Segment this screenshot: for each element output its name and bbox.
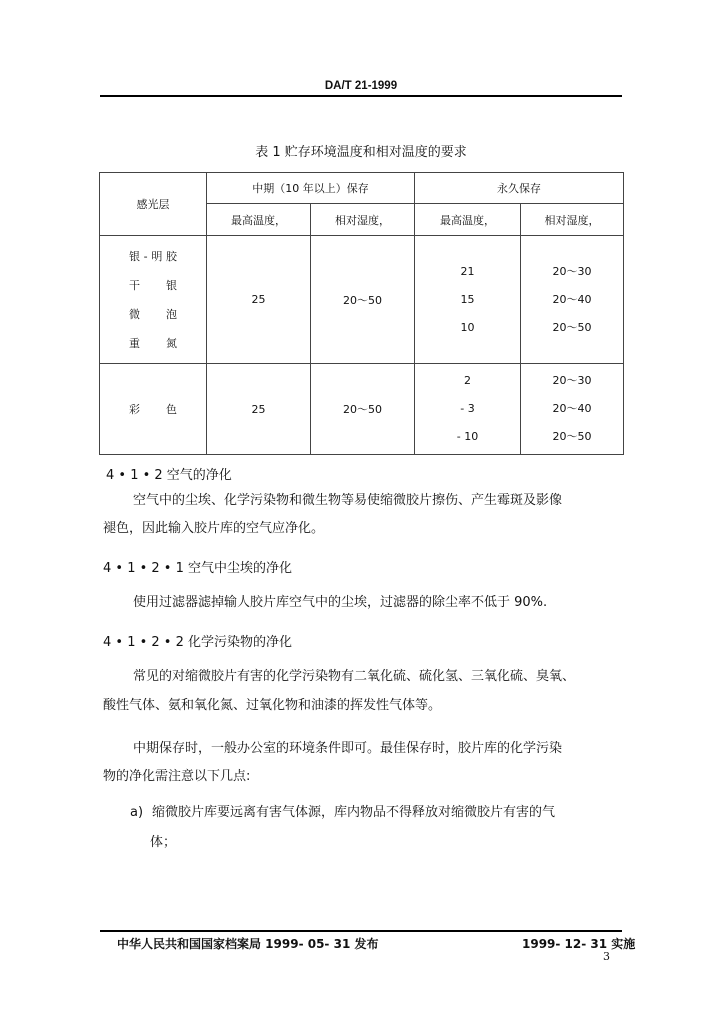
perm-temp-value: - 3 (460, 402, 475, 415)
perm-temp-value: 21 (460, 264, 475, 278)
section-heading-4-1-2-1: 4 • 1 • 2 • 1 空气中尘埃的净化 (103, 561, 293, 576)
perm-temp-value: 2 (464, 374, 471, 387)
header-rule (100, 95, 622, 97)
sub-header-rel-hum: 相对湿度， (521, 204, 624, 236)
col-header-layer: 感光层 (100, 173, 207, 236)
col-group-mid-term: 中期（10 年以上）保存 (207, 173, 415, 204)
perm-hum-value: 20～40 (552, 292, 592, 306)
list-item-text: 缩微胶片库要远离有害气体源，库内物品不得释放对缩微胶片有害的气 (152, 805, 556, 820)
mid-hum-cell: 20～50 (311, 236, 415, 364)
paragraph-line: 褪色，因此输入胶片库的空气应净化。 (103, 521, 325, 536)
section-heading-4-1-2-2: 4 • 1 • 2 • 2 化学污染物的净化 (103, 635, 293, 650)
layer-cell (100, 364, 207, 455)
mid-hum-cell: 20～50 (311, 364, 415, 455)
perm-hum-value: 20～50 (552, 430, 592, 443)
perm-hum-value: 20～40 (552, 402, 592, 415)
perm-temp-value: - 10 (456, 430, 479, 443)
mid-temp-cell: 25 (207, 364, 311, 455)
page-number: 3 (603, 950, 610, 963)
perm-hum-cell (521, 364, 624, 455)
perm-hum-value: 20～50 (552, 320, 592, 334)
layer-name: 微 泡 (129, 307, 177, 321)
publisher-line: 中华人民共和国国家档案局 1999- 05- 31 发布 (117, 937, 379, 951)
sub-header-max-temp: 最高温度， (207, 204, 311, 236)
layer-name: 重 氮 (129, 336, 177, 350)
perm-hum-cell (521, 236, 624, 364)
list-item-text: 体； (150, 835, 177, 850)
col-group-permanent: 永久保存 (415, 173, 624, 204)
paragraph-line: 常见的对缩微胶片有害的化学污染物有二氧化硫、硫化氢、三氧化硫、臭氧、 (133, 669, 576, 684)
list-item-label: a) (130, 805, 144, 820)
storage-requirements-table (99, 172, 624, 455)
perm-hum-value: 20～30 (552, 264, 592, 278)
perm-temp-value: 15 (460, 292, 475, 306)
perm-temp-value: 10 (460, 320, 475, 334)
table-row (100, 236, 624, 364)
paragraph-line: 空气中的尘埃、化学污染物和微生物等易使缩微胶片擦伤、产生霉斑及影像 (133, 493, 563, 508)
paragraph-line: 中期保存时，一般办公室的环境条件即可。最佳保存时，胶片库的化学污染 (133, 741, 563, 756)
footer-rule (100, 930, 622, 932)
layer-name: 银-明胶 (129, 249, 177, 263)
perm-temp-cell (415, 236, 521, 364)
table-title: 表 1 贮存环境温度和相对温度的要求 (255, 145, 467, 160)
paragraph-line: 酸性气体、氨和氧化氮、过氧化物和油漆的挥发性气体等。 (103, 698, 442, 713)
paragraph-line: 使用过滤器滤掉输人胶片库空气中的尘埃，过滤器的除尘率不低于 90%. (133, 595, 548, 610)
layer-name: 彩 色 (129, 402, 177, 416)
effective-date: 1999- 12- 31 实施 (522, 937, 636, 951)
sub-header-max-temp: 最高温度， (415, 204, 521, 236)
sub-header-rel-hum: 相对湿度， (311, 204, 415, 236)
paragraph-line: 物的净化需注意以下几点: (103, 769, 251, 784)
table-row (100, 364, 624, 455)
mid-temp-cell: 25 (207, 236, 311, 364)
section-heading-4-1-2: 4 • 1 • 2 空气的净化 (106, 468, 232, 483)
layer-name: 干 银 (129, 278, 177, 292)
perm-temp-cell (415, 364, 521, 455)
perm-hum-value: 20～30 (552, 374, 592, 387)
layer-cell (100, 236, 207, 364)
standard-code: DA/T 21-1999 (324, 80, 398, 92)
